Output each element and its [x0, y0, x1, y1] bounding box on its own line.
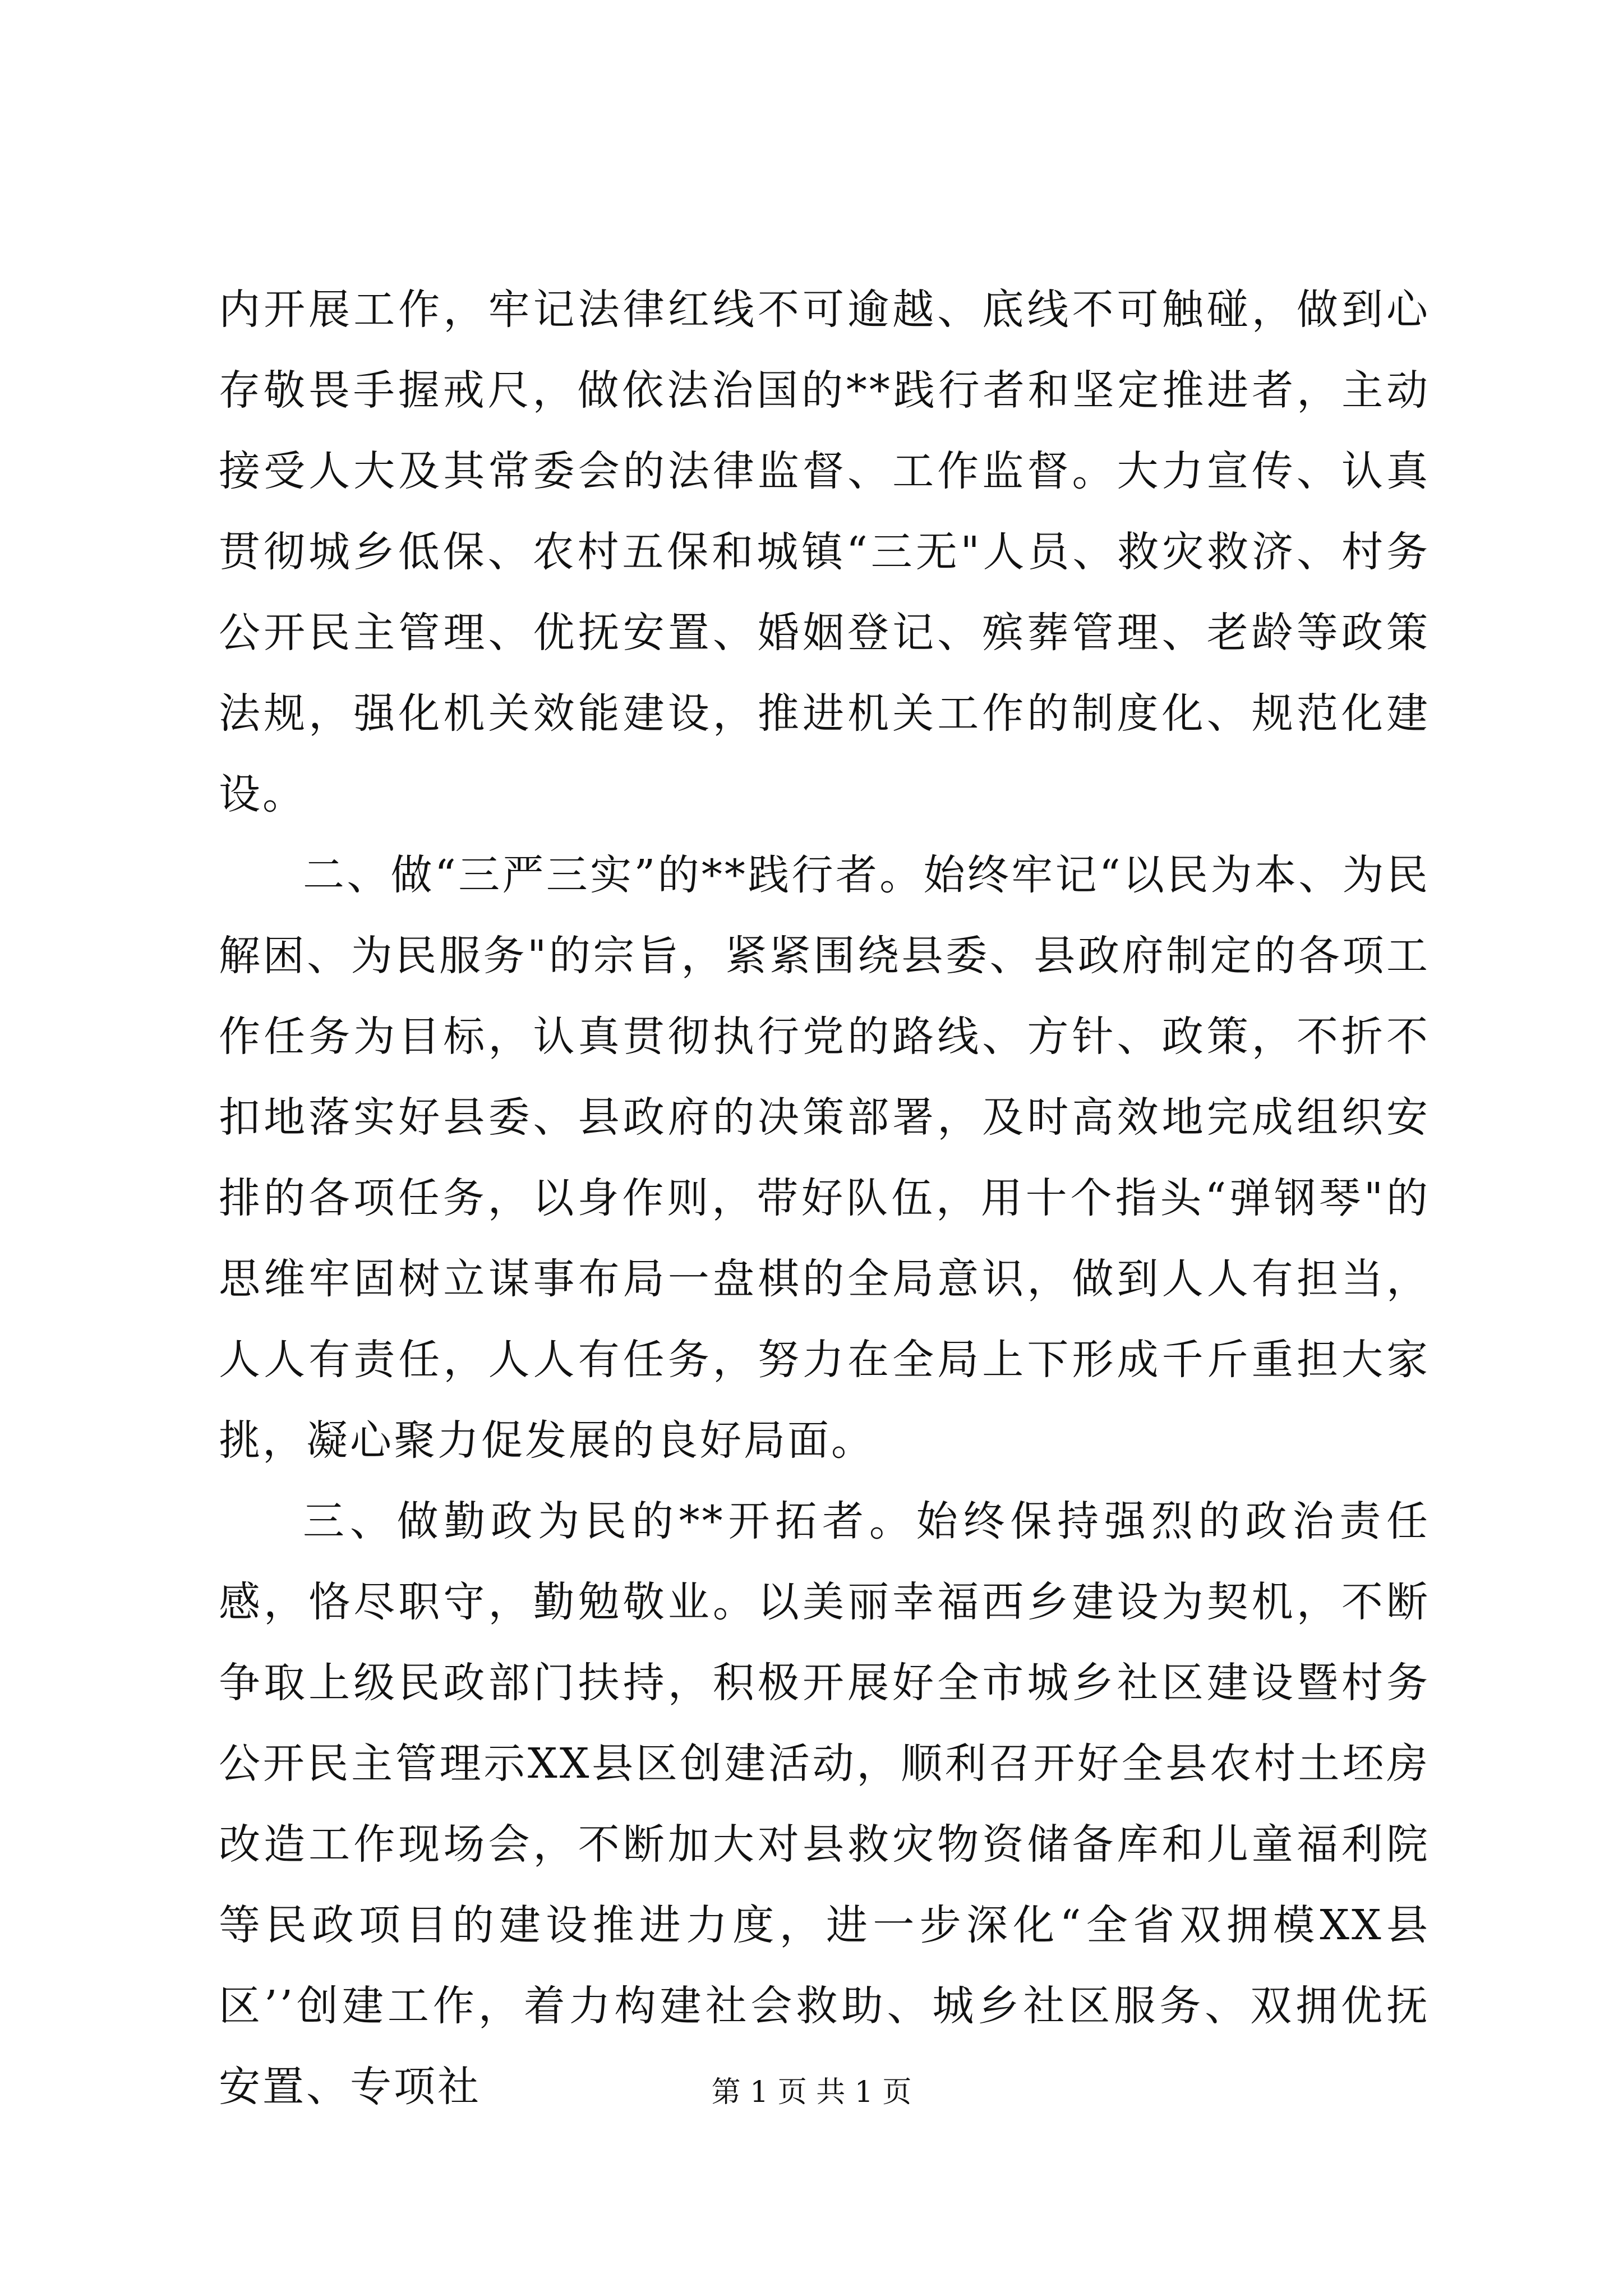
paragraph-section-three: 三、做勤政为民的**开拓者。始终保持强烈的政治责任感，恪尽职守，勤勉敬业。以美丽幸福西乡建设为契机，不断争取上级民政部门扶持，积极开展好全市城乡社区建设暨村务公开民主管理示XX县区创建活动，顺利召开好全县农村土坯房改造工作现场会，不断加大对县救灾物资储备库和儿童福利院等民政项目的建设推进力度，进一步深化“全省双拥模XX县区’’创建工作，着力构建社会救助、城乡社区服务、双拥优抚安置、专项社	[219, 1497, 1430, 2111]
page-number-label: 第 1 页 共 1 页	[711, 2076, 912, 2109]
page-footer	[0, 2070, 1623, 2115]
paragraph-continuation: 内开展工作，牢记法律红线不可逾越、底线不可触碰，做到心存敬畏手握戒尺，做依法治国的**践行者和坚定推进者，主动接受人大及其常委会的法律监督、工作监督。大力宣传、认真贯彻城乡低保、农村五保和城镇“三无"人员、救灾救济、村务公开民主管理、优抚安置、婚姻登记、殡葬管理、老龄等政策法规，强化机关效能建设，推进机关工作的制度化、规范化建设。	[219, 286, 1430, 818]
paragraph-section-two: 二、做“三严三实”的**践行者。始终牢记“以民为本、为民解困、为民服务"的宗旨，紧紧围绕县委、县政府制定的各项工作任务为目标，认真贯彻执行党的路线、方针、政策，不折不扣地落实好县委、县政府的决策部署，及时高效地完成组织安排的各项任务，以身作则，带好队伍，用十个指头“弹钢琴"的思维牢固树立谋事布局一盘棋的全局意识，做到人人有担当，人人有责任，人人有任务，努力在全局上下形成千斤重担大家挑，凝心聚力促发展的良好局面。	[219, 851, 1430, 1465]
document-body	[219, 269, 1430, 2127]
